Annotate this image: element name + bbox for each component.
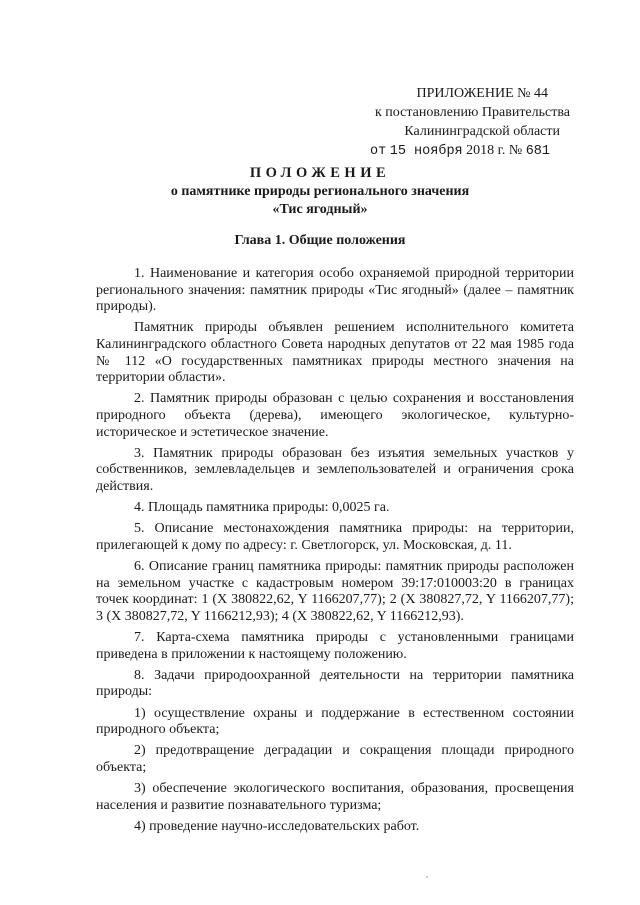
title-main: ПОЛОЖЕНИЕ <box>249 165 391 181</box>
date-value: 15 ноября <box>389 144 463 159</box>
title-subtitle: о памятнике природы регионального значения <box>170 184 470 199</box>
paragraph: 8. Задачи природоохранной деятельности на территории памятника природы: <box>96 667 574 700</box>
chapter-heading: Глава 1. Общие положения <box>234 233 406 248</box>
date-year: 2018 г. <box>466 143 506 158</box>
document-body <box>96 266 574 840</box>
list-item: 1) осуществление охраны и поддержание в естественном состоянии природного объекта; <box>96 705 574 738</box>
appendix-header <box>330 84 570 161</box>
scan-speck <box>426 876 428 878</box>
appendix-title: ПРИЛОЖЕНИЕ № 44 <box>416 86 548 101</box>
title-object-name: «Тис ягодный» <box>272 202 368 217</box>
list-item: 2) предотвращение деградации и сокращения площади природного объекта; <box>96 743 574 775</box>
appendix-date-line <box>330 141 570 161</box>
paragraph: 2. Памятник природы образован с целью сохранения и восстановления природного объекта (дерева), имеющего экологическое, культурно-историческое и эстетическое значение. <box>96 391 574 440</box>
paragraph: 6. Описание границ памятника природы: памятник природы расположен на земельном участке с кадастровым номером 39:17:010003:20 в границах точек координат: 1 (X 380822,62, Y 1166207,77); 2 (X 380827,72, Y 1166207,77); 3 (X 380827,72, Y 1166212,93); 4 (X 380822,62, Y 1166212,93). <box>96 559 574 624</box>
number-sign: № <box>508 143 523 158</box>
paragraph: 3. Памятник природы образован без изъятия земельных участков у собственников, землевладельцев и землепользователей и ограничения срока действия. <box>96 445 574 494</box>
appendix-region-line: Калининградской области <box>404 124 560 139</box>
appendix-resolution-line: к постановлению Правительства <box>374 105 570 120</box>
resolution-number: 681 <box>525 144 550 159</box>
list-item: 3) обеспечение экологического воспитания, образования, просвещения населения и развитие познавательного туризма; <box>96 781 574 813</box>
paragraph: Памятник природы объявлен решением исполнительного комитета Калининградского областного Совета народных депутатов от 22 мая 1985 года № 112 «О государственных памятниках природы местного значения на территории области». <box>96 320 574 386</box>
paragraph: 7. Карта-схема памятника природы с установленными границами приведена в приложении к настоящему положению. <box>96 630 574 662</box>
paragraph: 4. Площадь памятника природы: 0,0025 га. <box>134 500 390 516</box>
paragraph: 5. Описание местонахождения памятника природы: на территории, прилегающей к дому по адресу: г. Светлогорск, ул. Московская, д. 11. <box>96 521 574 553</box>
paragraph: 1. Наименование и категория особо охраняемой природной территории регионального значения: памятник природы «Тис ягодный» (далее – памятник природы). <box>96 266 574 315</box>
date-prefix: от <box>370 144 387 159</box>
list-item: 4) проведение научно-исследовательских работ. <box>134 818 420 834</box>
document-title <box>0 164 640 219</box>
